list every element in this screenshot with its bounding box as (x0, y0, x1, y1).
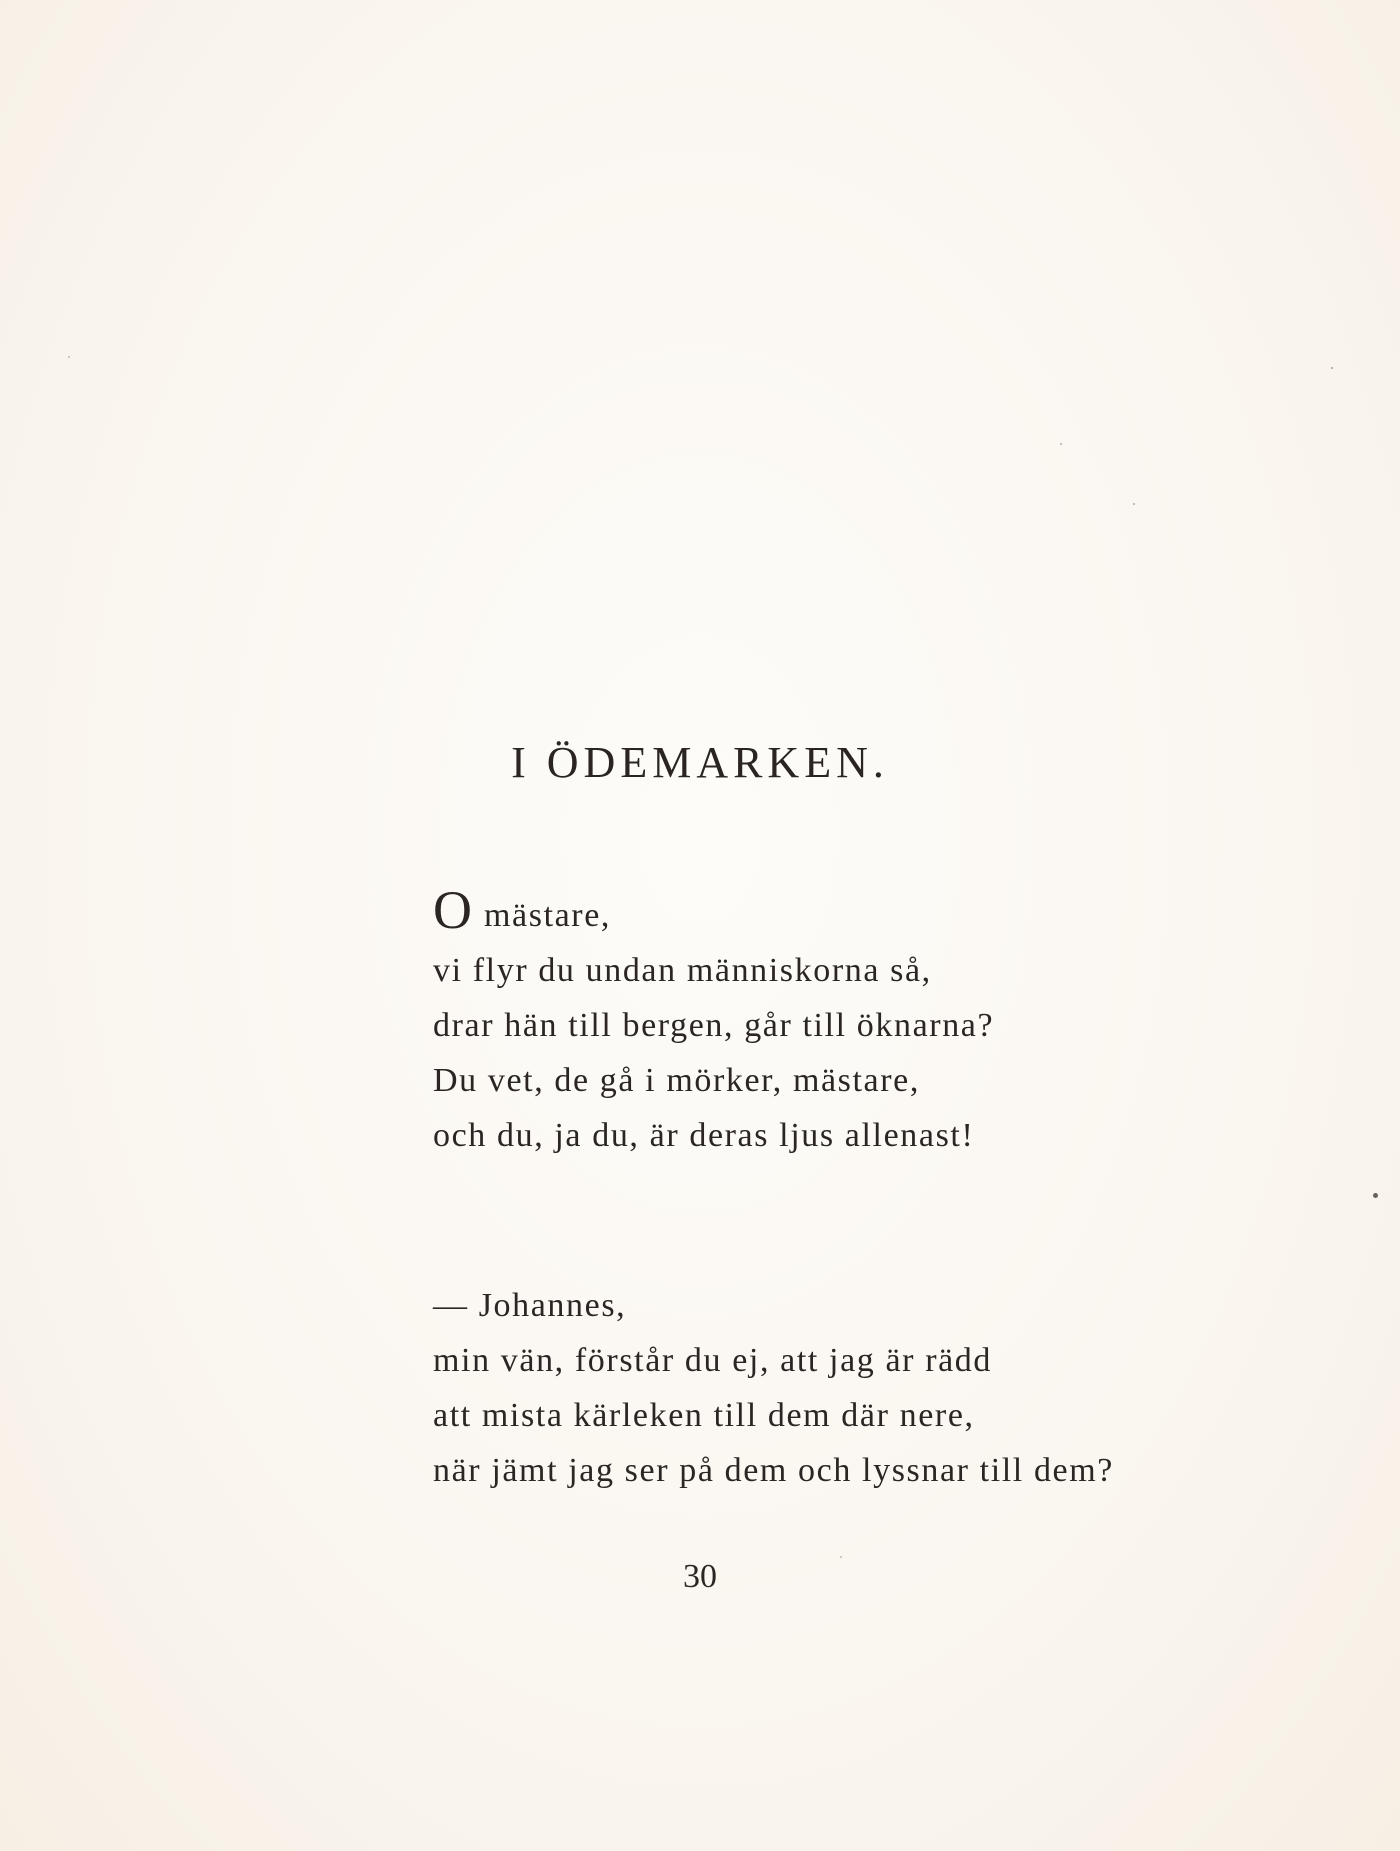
stanza-line: min vän, förstår du ej, att jag är rädd (433, 1342, 993, 1379)
paper-speck (1133, 503, 1135, 505)
stanza-line: och du, ja du, är deras ljus allenast! (433, 1117, 975, 1154)
poem-title: I ÖDEMARKEN. (511, 738, 889, 787)
paper-speck (840, 1556, 842, 1558)
stanza-1 (433, 880, 995, 1163)
drop-cap: O (433, 880, 472, 940)
stanza-line: när jämt jag ser på dem och lyssnar till dem? (433, 1452, 1114, 1489)
paper-speck (1373, 1193, 1378, 1198)
paper-speck (1331, 367, 1333, 369)
stanza-line: drar hän till bergen, går till öknarna? (433, 1007, 995, 1044)
page-number: 30 (683, 1558, 717, 1595)
stanza-line: att mista kärleken till dem där nere, (433, 1397, 975, 1434)
stanza-line (433, 880, 994, 943)
paper-speck (1060, 443, 1062, 445)
paper-speck (68, 356, 70, 358)
stanza-line: vi flyr du undan människorna så, (433, 952, 932, 989)
stanza-line: — Johannes, (433, 1287, 627, 1324)
stanza-2 (433, 1278, 1114, 1498)
first-line-text: mästare, (484, 897, 612, 934)
stanza-line: Du vet, de gå i mörker, mästare, (433, 1062, 920, 1099)
